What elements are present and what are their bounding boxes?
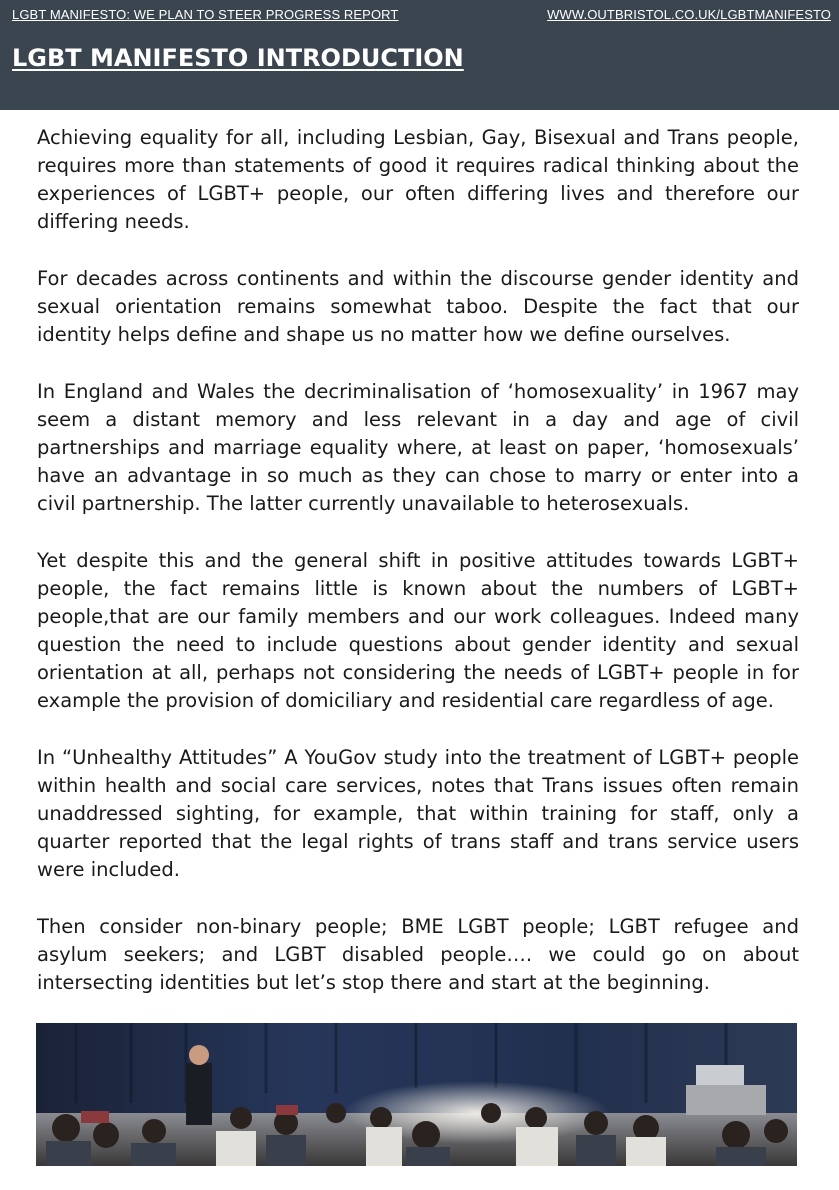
paragraph-6: Then consider non-binary people; BME LGBT people; LGBT refugee and asylum seekers; and LGBT disabled people…. we could go on about intersecting identities but let’s stop there and start at the beginning. [37,915,799,994]
report-title-link[interactable]: LGBT MANIFESTO: WE PLAN TO STEER PROGRESS REPORT [12,7,399,22]
paragraph-1: Achieving equality for all, including Lesbian, Gay, Bisexual and Trans people, requires more than statements of good it requires radical thinking about the experiences of LGBT+ people, our often differing lives and therefore our differing needs. [37,126,799,233]
introduction-body [37,124,799,1026]
paragraph-4: Yet despite this and the general shift in positive attitudes towards LGBT+ people, the fact remains little is known about the numbers of LGBT+ people,that are our family members and our work colleagues. Indeed many question the need to include questions about gender identity and sexual orientation at all, perhaps not considering the needs of LGBT+ people in for example the provision of domiciliary and residential care regardless of age. [37,549,799,712]
paragraph-3: In England and Wales the decriminalisation of ‘homosexuality’ in 1967 may seem a distant memory and less relevant in a day and age of civil partnerships and marriage equality where, at least on paper, ‘homosexuals’ have an advantage in so much as they can chose to marry or enter into a civil partnership. The latter currently unavailable to heterosexuals. [37,380,799,515]
website-link[interactable]: WWW.OUTBRISTOL.CO.UK/LGBTMANIFESTO [547,7,831,22]
paragraph-5: In “Unhealthy Attitudes” A YouGov study into the treatment of LGBT+ people within health and social care services, notes that Trans issues often remain unaddressed sighting, for example, that within training for staff, only a quarter reported that the legal rights of trans staff and trans service users were included. [37,746,799,881]
paragraph-2: For decades across continents and within the discourse gender identity and sexual orientation remains somewhat taboo. Despite the fact that our identity helps define and shape us no matter how we define ourselves. [37,267,799,346]
page-header [0,0,839,110]
audience-meeting-photo [36,1023,797,1166]
page-title: LGBT MANIFESTO INTRODUCTION [12,44,464,72]
